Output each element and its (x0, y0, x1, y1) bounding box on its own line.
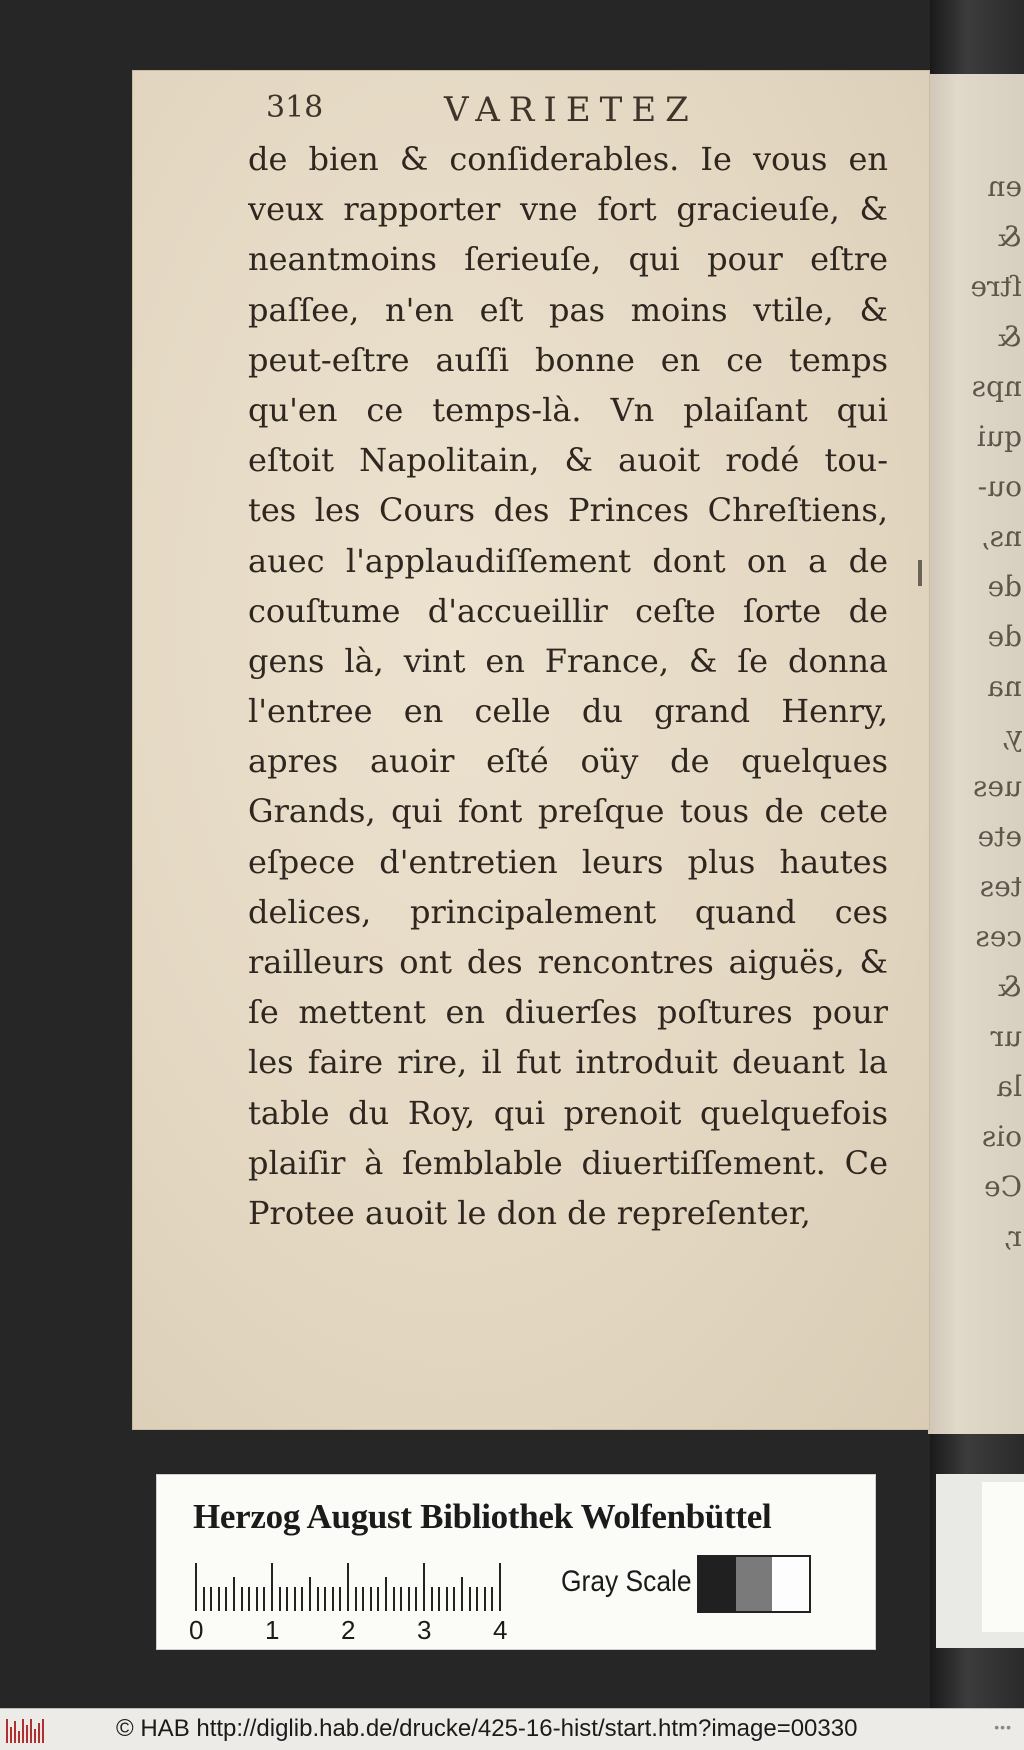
ruler-tick (415, 1587, 417, 1611)
scale-ruler-labels (189, 1615, 529, 1645)
ruler-tick (279, 1587, 281, 1611)
text-line: apres auoir eſté oüy de quelques (248, 742, 888, 781)
text-line: eſtoit Napolitain, & auoit rodé tou- (248, 441, 888, 480)
ruler-tick (294, 1587, 296, 1611)
text-line: eſpece d'entretien leurs plus hautes (248, 842, 888, 881)
facing-text-fragment: r, (1002, 1220, 1022, 1253)
text-line: qu'en ce temps-là. Vn plaiſant qui (248, 390, 888, 429)
secondary-card-edge (936, 1474, 1024, 1648)
ruler-tick (218, 1587, 220, 1611)
ruler-tick (469, 1587, 471, 1611)
text-line: Protee auoit le don de repreſenter, (248, 1193, 811, 1232)
text-line: plaiſir à ſemblable diuertiſſement. Ce (248, 1143, 888, 1182)
ruler-label: 0 (189, 1615, 204, 1645)
page-body-text (248, 134, 888, 1238)
facing-text-fragment: en (987, 170, 1022, 203)
ruler-tick (393, 1587, 395, 1611)
footer-bar (0, 1708, 1024, 1750)
ruler-label: 2 (341, 1615, 356, 1645)
ruler-tick (484, 1587, 486, 1611)
ruler-tick (301, 1587, 303, 1611)
text-line: gens là, vint en France, & ſe donna (248, 641, 888, 680)
text-line: tes les Cours des Princes Chreſtiens, (248, 491, 888, 530)
facing-page-edge (928, 74, 1024, 1434)
text-line: Grands, qui font preſque tous de cete (248, 792, 888, 831)
text-line: l'entree en celle du grand Henry, (248, 692, 888, 731)
ruler-tick (385, 1577, 387, 1611)
text-line: delices, principalement quand ces (248, 892, 888, 931)
ruler-tick (233, 1577, 235, 1611)
color-reference-card (156, 1474, 876, 1650)
library-name: Herzog August Bibliothek Wolfenbüttel (193, 1497, 772, 1536)
gray-scale-label: Gray Scale (561, 1565, 692, 1598)
ruler-tick (446, 1587, 448, 1611)
gray-swatch (772, 1557, 809, 1611)
ruler-tick (195, 1563, 197, 1611)
ruler-tick (491, 1587, 493, 1611)
page-number: 318 (266, 90, 324, 125)
ruler-tick (271, 1563, 273, 1611)
gray-swatch (736, 1557, 773, 1611)
ruler-tick (332, 1587, 334, 1611)
copyright-url[interactable]: © HAB http://diglib.hab.de/drucke/425-16-hist/start.htm?image=00330 (116, 1715, 858, 1742)
text-line: peut-eſtre auſſi bonne en ce temps (248, 340, 888, 379)
ruler-tick (408, 1587, 410, 1611)
running-head (132, 90, 930, 140)
text-line: paſſee, n'en eſt pas moins vtile, & (248, 290, 888, 329)
ruler-tick (355, 1587, 357, 1611)
text-line: de bien & conſiderables. Ie vous en (248, 140, 888, 178)
more-dots-icon[interactable]: ••• (994, 1719, 1012, 1735)
text-line: les faire rire, il fut introduit deuant la (248, 1043, 888, 1082)
ruler-tick (256, 1587, 258, 1611)
text-line: couſtume d'accueillir ceſte ſorte de (248, 591, 888, 630)
book-page (132, 70, 930, 1430)
ruler-tick (400, 1587, 402, 1611)
facing-text-fragment: ois (981, 1120, 1022, 1153)
facing-text-fragment: na (987, 670, 1022, 703)
ruler-label: 4 (493, 1615, 508, 1645)
ruler-tick (324, 1587, 326, 1611)
scale-ruler (195, 1559, 505, 1611)
ruler-tick (203, 1587, 205, 1611)
facing-text-fragment: nps (971, 370, 1022, 403)
ruler-tick (499, 1563, 501, 1611)
facing-text-fragment: ſtre (970, 270, 1022, 303)
facing-text-fragment: ur (990, 1020, 1022, 1053)
facing-text-fragment: & (997, 220, 1022, 253)
facing-text-fragment: y, (1001, 720, 1022, 753)
text-line: railleurs ont des rencontres aiguës, & (248, 943, 888, 981)
gray-swatch (699, 1557, 736, 1611)
ruler-tick (241, 1587, 243, 1611)
ruler-tick (248, 1587, 250, 1611)
facing-text-fragment: ou- (977, 470, 1022, 503)
ruler-tick (263, 1587, 265, 1611)
ruler-tick (317, 1587, 319, 1611)
text-line: ſe mettent en diuerſes poſtures pour (248, 993, 888, 1032)
facing-text-fragment: tes (979, 870, 1022, 903)
ruler-tick (453, 1587, 455, 1611)
text-line: veux rapporter vne fort gracieuſe, & (248, 190, 888, 229)
facing-text-fragment: ete (977, 820, 1022, 853)
hab-logo-icon (6, 1717, 46, 1743)
facing-text-fragment: & (997, 320, 1022, 353)
ruler-tick (377, 1587, 379, 1611)
ruler-tick (225, 1587, 227, 1611)
ruler-tick (347, 1563, 349, 1611)
facing-text-fragment: de (987, 570, 1022, 603)
page-marker (918, 560, 922, 586)
ruler-tick (438, 1587, 440, 1611)
facing-text-fragment: qui (977, 420, 1022, 453)
gray-scale-swatches (697, 1555, 811, 1613)
ruler-tick (210, 1587, 212, 1611)
facing-text-fragment: ues (973, 770, 1022, 803)
ruler-tick (476, 1587, 478, 1611)
facing-text-fragment: de (987, 620, 1022, 653)
secondary-card-inner (982, 1482, 1024, 1632)
facing-text-fragment: ces (975, 920, 1022, 953)
ruler-tick (423, 1563, 425, 1611)
ruler-tick (339, 1587, 341, 1611)
text-line: auec l'applaudiſſement dont on a de (248, 541, 888, 580)
ruler-tick (309, 1577, 311, 1611)
running-head-title: VARIETEZ (444, 90, 698, 130)
facing-text-fragment: & (997, 970, 1022, 1003)
facing-text-fragment: la (996, 1070, 1022, 1103)
ruler-label: 3 (417, 1615, 432, 1645)
ruler-tick (286, 1587, 288, 1611)
ruler-label: 1 (265, 1615, 280, 1645)
facing-text-fragment: ns, (980, 520, 1022, 553)
ruler-tick (362, 1587, 364, 1611)
ruler-tick (370, 1587, 372, 1611)
ruler-tick (431, 1587, 433, 1611)
facing-text-fragment: Ce (984, 1170, 1022, 1203)
ruler-tick (461, 1577, 463, 1611)
text-line: table du Roy, qui prenoit quelquefois (248, 1093, 888, 1132)
text-line: neantmoins ſerieuſe, qui pour eſtre (248, 240, 888, 279)
facing-page-text (934, 162, 1022, 1262)
